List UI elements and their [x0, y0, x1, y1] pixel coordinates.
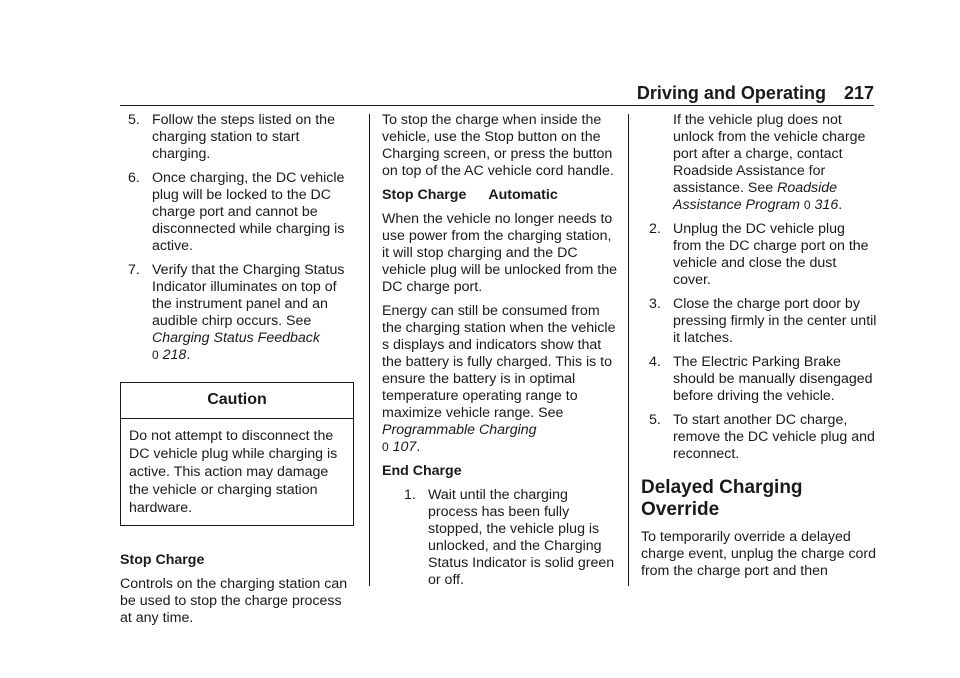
page-ref-arrow-icon: 0	[803, 198, 811, 212]
paragraph-text: Energy can still be consumed from the charging station when the vehicle s displays and indicators show that the battery is fully charged. This is to ensure the battery is in optimal temperature operating range to maximize vehicle range. See	[382, 303, 616, 421]
step-number: 6.	[128, 170, 140, 186]
step-number: 7.	[128, 262, 140, 278]
end-charge-heading: End Charge	[382, 463, 462, 479]
step-number: 5.	[128, 112, 140, 128]
step-number: 3.	[649, 296, 661, 312]
step-number: 4.	[649, 354, 661, 370]
step-4	[641, 354, 877, 405]
page-number: 217	[843, 83, 874, 103]
stop-charge-text: Controls on the charging station can be used to stop the charge process at any time.	[120, 576, 348, 626]
column-left	[120, 112, 354, 634]
step-6	[120, 170, 354, 255]
step-text: Unplug the DC vehicle plug from the DC charge port on the vehicle and close the dust cover.	[673, 221, 869, 288]
step-5	[641, 412, 877, 463]
step-text: Follow the steps listed on the charging station to start charging.	[152, 112, 335, 162]
punctuation: .	[416, 439, 421, 455]
paragraph: To stop the charge when inside the vehicle, use the Stop button on the Charging screen, or press the button on top of the AC vehicle cord handle.	[382, 112, 614, 179]
paragraph: To temporarily override a delayed charge event, unplug the charge cord from the charge port and then	[641, 529, 877, 579]
cross-reference-link[interactable]: Programmable Charging	[382, 422, 537, 438]
punctuation: .	[838, 197, 843, 213]
stop-charge-automatic-heading	[382, 187, 618, 204]
column-middle	[382, 112, 618, 596]
step-1-continued	[641, 112, 877, 214]
step-text: Close the charge port door by pressing firmly in the center until it latches.	[673, 296, 877, 346]
step-text: Wait until the charging process has been fully stopped, the vehicle plug is unlocked, and the Charging Status Indicator is solid green or off.	[428, 487, 615, 588]
stop-charge-heading: Stop Charge	[120, 552, 205, 568]
page-ref-arrow-icon: 0	[382, 440, 389, 454]
step-text: If the vehicle plug does not unlock from the vehicle charge port after a charge, contact Roadside Assistance for assistance. See	[673, 112, 866, 196]
cross-reference-page[interactable]: 316	[814, 197, 839, 213]
step-text: To start another DC charge, remove the DC vehicle plug and reconnect.	[673, 412, 875, 462]
step-1	[382, 487, 618, 589]
section-title: Driving and Operating	[636, 83, 826, 103]
header-rule	[120, 105, 874, 106]
step-5	[120, 112, 354, 163]
caution-body: Do not attempt to disconnect the DC vehicle plug while charging is active. This action may damage the vehicle or charging station hardware.	[129, 428, 338, 516]
page-header	[637, 82, 874, 104]
step-number: 5.	[649, 412, 661, 428]
paragraph	[382, 303, 618, 456]
heading-part: Automatic	[488, 187, 558, 203]
heading-part: Stop Charge	[382, 187, 467, 203]
column-divider	[628, 114, 629, 586]
column-right	[641, 112, 877, 587]
step-text: Verify that the Charging Status Indicator illuminates on top of the instrument panel and an audible chirp occurs. See	[152, 262, 345, 329]
step-7	[120, 262, 354, 364]
cross-reference-link[interactable]: Charging Status Feedback	[152, 330, 320, 346]
page-ref-arrow-icon: 0	[152, 348, 159, 362]
cross-reference-link[interactable]: Roadside Assistance Program	[673, 180, 838, 213]
step-text: Once charging, the DC vehicle plug will be locked to the DC charge port and cannot be disconnected while charging is active.	[152, 170, 345, 254]
caution-title: Caution	[121, 383, 353, 419]
caution-box	[120, 382, 354, 526]
step-text: The Electric Parking Brake should be manually disengaged before driving the vehicle.	[673, 354, 873, 404]
punctuation: .	[186, 347, 191, 363]
column-divider	[369, 114, 370, 586]
section-heading: Delayed Charging Override	[641, 477, 803, 520]
cross-reference-page[interactable]: 107	[392, 439, 417, 455]
cross-reference-page[interactable]: 218	[162, 347, 187, 363]
step-2	[641, 221, 877, 289]
paragraph: When the vehicle no longer needs to use power from the charging station, it will stop charging and the DC vehicle plug will be unlocked from the DC charge port.	[382, 211, 618, 295]
step-number: 2.	[649, 221, 661, 237]
step-number: 1.	[404, 487, 416, 503]
step-3	[641, 296, 877, 347]
